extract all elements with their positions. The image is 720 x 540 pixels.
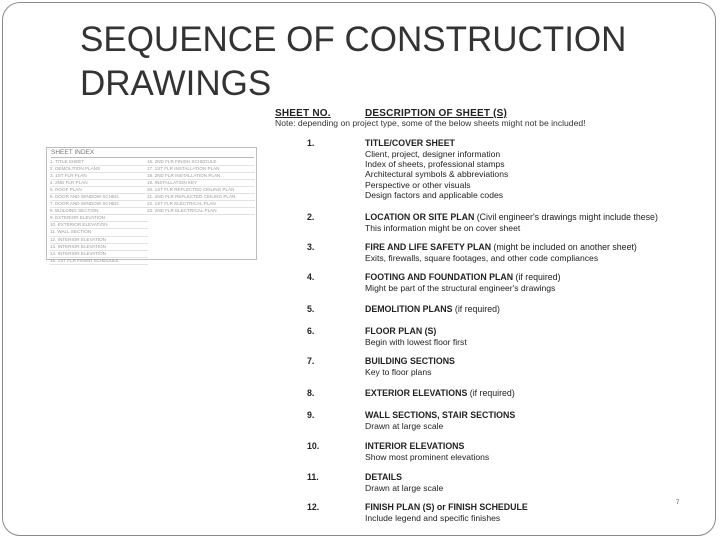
sheet-heading-text: BUILDING SECTIONS: [365, 356, 455, 366]
sheet-number: 3.: [307, 242, 315, 252]
table-note: Note: depending on project type, some of the below sheets might not be included!: [275, 118, 586, 128]
sheet-index-item: 11. WALL SECTION: [50, 229, 148, 236]
sheet-heading-text: DEMOLITION PLANS: [365, 304, 453, 314]
sheet-index-item: 5. ROOF PLAN: [50, 187, 148, 194]
sheet-heading-text: FLOOR PLAN (S): [365, 326, 437, 336]
sheet-heading: [365, 138, 683, 149]
sheet-description: [365, 410, 683, 431]
sheet-detail-line: Might be part of the structural engineer's drawings: [365, 282, 556, 293]
sheet-heading: [365, 441, 683, 452]
sheet-heading-qualifier: (might be included on another sheet): [491, 242, 637, 252]
sheet-description: [365, 472, 683, 493]
sheet-description: [365, 242, 683, 263]
sheet-index-item: 22. 1ST FLR ELECTRICAL PLAN: [147, 201, 255, 208]
sheet-description: [365, 326, 683, 347]
sheet-heading-text: TITLE/COVER SHEET: [365, 138, 455, 148]
sheet-number: 10.: [307, 441, 320, 451]
sheet-index-item: 6. DOOR AND WINDOW SCHED.: [50, 194, 148, 201]
sheet-index-item: 19. INSTALLATION KEY: [147, 180, 255, 187]
sheet-index-item: 2. DEMOLITION PLANS: [50, 166, 148, 173]
sheet-heading: [365, 388, 683, 399]
sheet-index-item: 14. INTERIOR ELEVATION: [50, 251, 148, 258]
slide-title-line-2: DRAWINGS: [80, 64, 272, 103]
sheet-description: [365, 138, 683, 201]
sheet-index-item: 17. 1ST FLR INSTALLATION PLAN: [147, 166, 255, 173]
sheet-description: [365, 272, 683, 293]
sheet-heading-text: WALL SECTIONS, STAIR SECTIONS: [365, 410, 516, 420]
sheet-index-item: 8. BUILDING SECTION: [50, 208, 148, 215]
sheet-index-item: 4. 2ND FLR PLAN: [50, 180, 148, 187]
sheet-detail-line: Index of sheets, professional stamps: [365, 158, 505, 169]
sheet-number: 11.: [307, 472, 319, 482]
sheet-index-item: 20. 1ST FLR REFLECTED CEILING PLAN: [147, 187, 255, 194]
sheet-heading-text: FOOTING AND FOUNDATION PLAN: [365, 272, 514, 282]
sheet-number: 8.: [307, 388, 315, 398]
sheet-heading-text: FIRE AND LIFE SAFETY PLAN: [365, 242, 492, 252]
sheet-description: [365, 388, 683, 399]
sheet-index-image: [46, 147, 257, 263]
sheet-index-item: 7. DOOR AND WINDOW SCHED.: [50, 201, 148, 208]
sheet-heading: [365, 410, 683, 421]
sheet-index-title: SHEET INDEX: [51, 149, 254, 158]
sheet-heading: [365, 356, 683, 367]
sheet-description: [365, 212, 683, 233]
sheet-description: [365, 304, 683, 315]
header-sheet-no: SHEET NO.: [275, 108, 331, 119]
sheet-index-item: 15. 1ST FLR FINISH SCHEDULE: [50, 258, 148, 265]
sheet-detail-line: Architectural symbols & abbreviations: [365, 169, 509, 180]
sheet-detail-line: Show most prominent elevations: [365, 451, 490, 462]
sheet-index-item: 1. TITLE SHEET: [50, 159, 148, 166]
header-description: DESCRIPTION OF SHEET (S): [365, 108, 508, 119]
sheet-number: 5.: [307, 304, 315, 314]
sheet-number: 12.: [307, 502, 320, 512]
sheet-index-item: 21. 2ND FLR REFLECTED CEILING PLAN: [147, 194, 255, 201]
sheet-sequence-table: [273, 108, 693, 528]
sheet-number: 6.: [307, 326, 315, 336]
sheet-index-item: 18. 2ND FLR INSTALLATION PLAN: [147, 173, 255, 180]
sheet-heading: [365, 502, 683, 513]
sheet-description: [365, 502, 683, 523]
slide-title: [80, 18, 680, 106]
sheet-index-left-column: [50, 159, 148, 265]
sheet-heading-text: EXTERIOR ELEVATIONS: [365, 388, 468, 398]
sheet-index-item: 9. EXTERIOR ELEVATION: [50, 215, 148, 222]
sheet-index-item: 12. INTERIOR ELEVATION: [50, 237, 148, 244]
sheet-number: 1.: [307, 138, 315, 148]
sheet-detail-line: Key to floor plans: [365, 366, 432, 377]
sheet-detail-line: Client, project, designer information: [365, 148, 501, 159]
sheet-detail-line: Drawn at large scale: [365, 482, 444, 493]
sheet-index-item: 23. 2ND FLR ELECTRICAL PLAN: [147, 208, 255, 215]
sheet-detail-line: Design factors and applicable codes: [365, 190, 504, 201]
sheet-heading-qualifier: (if required): [513, 272, 561, 282]
sheet-number: 2.: [307, 212, 315, 222]
sheet-detail-line: This information might be on cover sheet: [365, 222, 521, 233]
sheet-heading-text: LOCATION OR SITE PLAN: [365, 212, 475, 222]
sheet-detail-line: Perspective or other visuals: [365, 179, 471, 190]
sheet-heading-text: DETAILS: [365, 472, 402, 482]
sheet-heading: [365, 212, 683, 223]
sheet-heading-text: FINISH PLAN (S) or FINISH SCHEDULE: [365, 502, 528, 512]
sheet-heading-text: INTERIOR ELEVATIONS: [365, 441, 465, 451]
sheet-heading: [365, 272, 683, 283]
sheet-detail-line: Begin with lowest floor first: [365, 336, 467, 347]
sheet-index-item: 16. 2ND FLR FINISH SCHEDULE: [147, 159, 255, 166]
sheet-heading-qualifier: (if required): [452, 304, 500, 314]
sheet-index-right-column: [147, 159, 255, 215]
page-number: 7: [676, 500, 680, 506]
sheet-index-item: 13. INTERIOR ELEVATION: [50, 244, 148, 251]
slide-title-line-1: SEQUENCE OF CONSTRUCTION: [80, 20, 627, 59]
sheet-index-item: 3. 1ST FLR PLAN: [50, 173, 148, 180]
sheet-detail-line: Exits, firewalls, square footages, and other code compliances: [365, 252, 599, 263]
sheet-heading-qualifier: (Civil engineer's drawings might include these): [474, 212, 658, 222]
sheet-heading-qualifier: (if required): [467, 388, 515, 398]
sheet-detail-line: Drawn at large scale: [365, 420, 444, 431]
sheet-heading: [365, 326, 683, 337]
sheet-heading: [365, 242, 683, 253]
sheet-description: [365, 356, 683, 377]
sheet-description: [365, 441, 683, 462]
sheet-heading: [365, 304, 683, 315]
sheet-detail-line: Include legend and specific finishes: [365, 512, 501, 523]
sheet-number: 9.: [307, 410, 315, 420]
sheet-heading: [365, 472, 683, 483]
sheet-number: 4.: [307, 272, 315, 282]
sheet-number: 7.: [307, 356, 315, 366]
sheet-index-item: 10. EXTERIOR ELEVATION: [50, 222, 148, 229]
